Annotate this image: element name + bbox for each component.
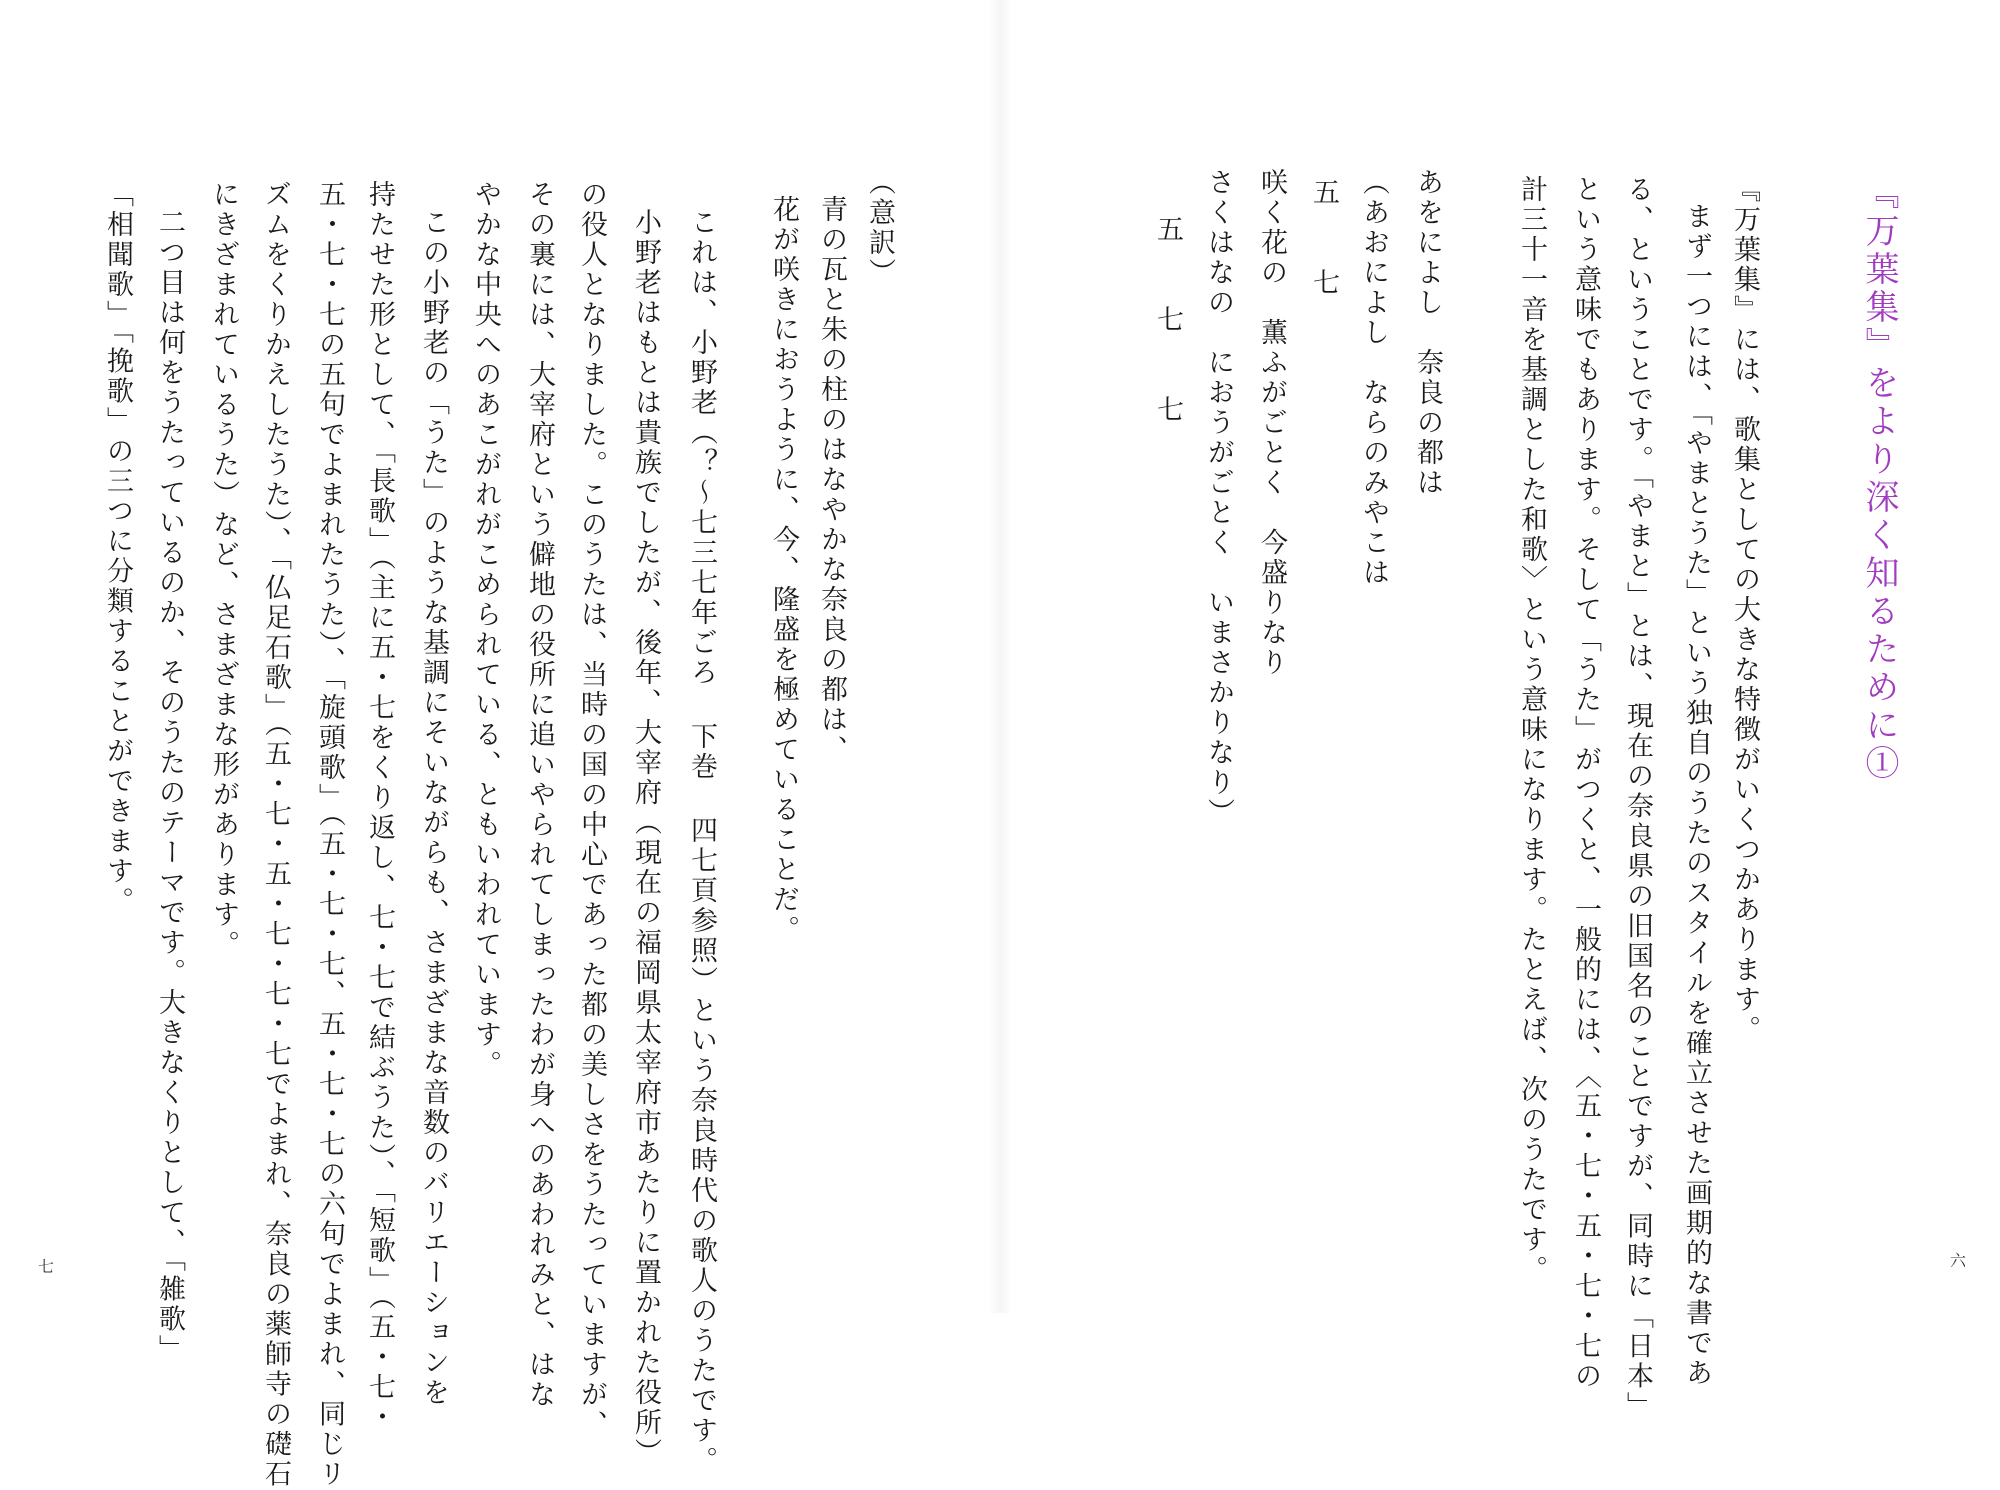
body-column: にきざまれているうた）など、さまざまな形があります。 [208,180,239,960]
translation-label: （意訳） [864,168,895,288]
poem-meter: 五 七 [1308,178,1339,298]
page-number: 六 [1950,1251,1967,1270]
body-column: 「相聞歌」「挽歌」の三つに分類することができます。 [102,180,133,917]
body-column: やかな中央へのあこがれがこめられている、ともいわれています。 [470,180,501,1080]
body-column: まず一つには、「やまとうた」という独自のうたのスタイルを確立させた画期的な書であ [1681,202,1712,1389]
body-column: ズムをくりかえしたうた）、「仏足石歌」（五・七・五・七・七・七でよまれ、奈良の薬師寺の礎石 [260,180,291,1490]
body-column: 『万葉集』には、歌集としての大きな特徴がいくつかあります。 [1729,175,1760,1045]
body-column: 小野老はもとは貴族でしたが、後年、大宰府（現在の福岡県太宰府市あたりに置かれた役所） [630,208,661,1468]
poem-line: 咲く花の 薫ふがごとく 今盛りなり [1256,168,1287,678]
body-column: る、ということです。「やまと」とは、現在の奈良県の旧国名のことですが、同時に「日本」 [1622,175,1653,1422]
body-column: その裏には、大宰府という僻地の役所に追いやられてしまったわが身へのあわれみと、はな [524,180,555,1410]
body-column: この小野老の「うた」のような基調にそいながらも、さまざまな音数のバリエーションを [418,208,449,1408]
body-column: 二つ目は何をうたっているのか、そのうたのテーマです。大きなくりとして、「雑歌」 [154,208,185,1365]
body-column: 五・七・七の五句でよまれたうた）、「旋頭歌」（五・七・七、五・七・七の六句でよまれ、同じリ [314,180,345,1490]
page-gutter [988,0,1012,1313]
page-number: 七 [38,1257,55,1276]
poem-line: あをによし 奈良の都は [1412,168,1443,498]
body-column: という意味でもあります。そして「うた」がつくと、一般的には、〈五・七・五・七・七の [1570,175,1601,1392]
section-title: 『万葉集』をより深く知るために① [1859,175,1899,783]
poem-meter: 五 七 七 [1152,215,1183,425]
body-column: 計三十一音を基調とした和歌〉という意味になります。たとえば、次のうたです。 [1516,175,1547,1285]
body-column: これは、小野老（？〜七三七年ごろ 下巻 四七頁参照）という奈良時代の歌人のうたです。 [686,208,717,1476]
poem-reading-line: （あおによし ならのみやこは [1358,168,1389,588]
translation-line: 花が咲きにおうように、今、隆盛を極めていることだ。 [768,195,799,945]
poem-reading-line: さくはなの におうがごとく いまさかりなり） [1203,168,1234,828]
body-column: の役人となりました。このうたは、当時の国の中心であった都の美しさをうたっていますが、 [576,180,607,1440]
body-column: 持たせた形として、「長歌」（主に五・七をくり返し、七・七で結ぶうた）、「短歌」（五・七・ [364,180,395,1433]
translation-line: 青の瓦と朱の柱のはなやかな奈良の都は、 [816,195,847,765]
